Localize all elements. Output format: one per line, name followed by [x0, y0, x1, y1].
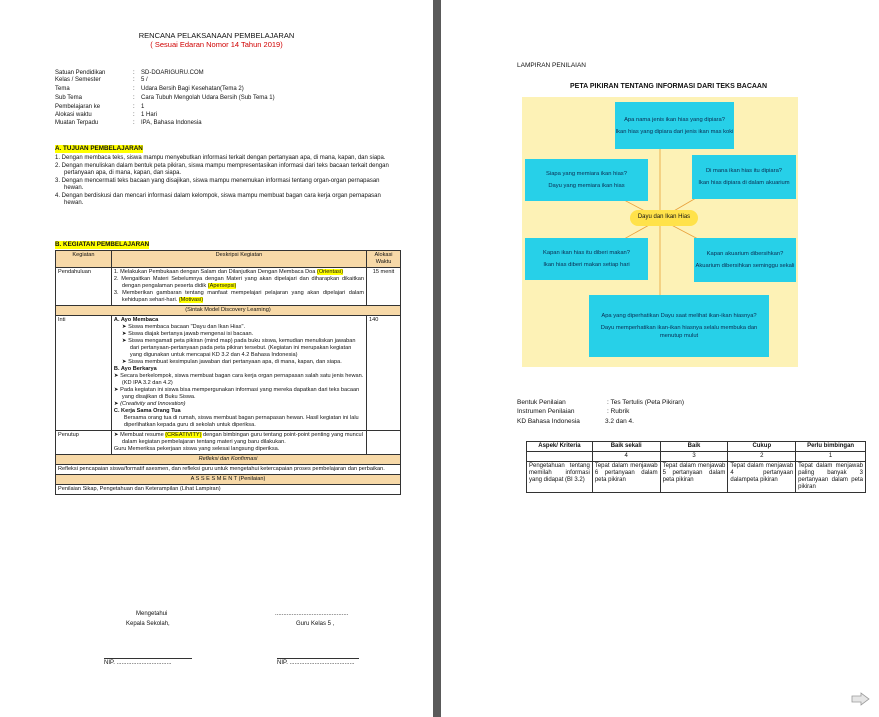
identity-row: Muatan Terpadu : IPA, Bahasa Indonesia: [55, 120, 202, 126]
penutup-description: ➤ Membuat resume (CREATIVITY) dengan bimbingan guru tentang point-point penting yang muncul dalam kegiatan pembelajaran tentang materi yang baru dilakukan. Guru Memeriksa pekerjaan siswa yang selesai langsung diperiksa.: [111, 431, 366, 455]
table-row: [56, 455, 401, 465]
list-item: 1. Dengan membaca teks, siswa mampu menyebutkan informasi terkait dengan pertanyaan apa, di mana, kapan, dan siapa.: [55, 155, 386, 161]
sign-dots: ............................................: [275, 611, 349, 617]
page-separator: [433, 0, 441, 717]
rubric-table: [526, 441, 866, 493]
info-row: KD Bahasa Indonesia 3.2 dan 4.: [517, 418, 634, 425]
criteria-cell: Tepat dalam menjawab 6 pertanyaan dalam peta pikiran: [592, 462, 660, 493]
table-row: [56, 475, 401, 485]
pendahuluan-description: 1. Melakukan Pembukaan dengan Salam dan Dilanjutkan Dengan Membaca Doa (Orientasi) 2. Mengaitkan Materi Sebelumnya dengan Materi yang akan dipelajari dan diharapkan dikaitkan dengan pengalaman peserta didik (Apersepsi) 3. Memberikan gambaran tentang manfaat mempelajari pelajaran yang akan dipelajari dalam kehidupan sehari-hari. (Motivasi): [111, 268, 366, 306]
info-row: Bentuk Penilaian : Tes Tertulis (Peta Pikiran): [517, 399, 685, 406]
criteria-cell: Tepat dalam menjawab 4 pertanyaan dalampeta pikiran: [728, 462, 796, 493]
list-item: 4. Dengan berdiskusi dan mencari informasi dalam kelompok, siswa mampu membuat bagan cara kerja organ pernapasan hewan.: [55, 192, 381, 206]
column-header: Cukup: [728, 442, 796, 452]
table-row: [527, 452, 866, 462]
table-row: [56, 465, 401, 475]
asesmen-text: Penilaian Sikap, Pengetahuan dan Keterampilan (Lihat Lampiran): [56, 485, 401, 495]
inti-description: A. Ayo Membaca ➤ Siswa membaca bacaan "Dayu dan Ikan Hias". ➤ Siswa diajak bertanya jawab mengenai isi bacaan. ➤ Siswa mengamati peta pikiran (mind map) pada buku siswa, kemudian menuliskan jawaban dari pertanyaan-pertanyaan pada peta pikiran tersebut. (Kegiatan ini merupakan kegiatan yang digunakan untuk mencapai KD 3.2 dan 4.2 Bahasa Indonesia) ➤ Siswa membuat kesimpulan jawaban dari pertanyaan apa, di mana, kapan, dan siapa. B. Ayo Berkarya ➤ Secara berkelompok, siswa membuat bagan cara kerja organ pernapasan salah satu jenis hewan. (KD IPA 3.2 dan 4.2) ➤ Pada kegiatan ini siswa bisa mempergunakan informasi yang mereka dapatkan dari teks bacaan yang disajikan di Buku Siswa. ➤ (Creativity and Innovation) C. Kerja Sama Orang Tua Bersama orang tua di rumah, siswa membuat bagan pernapasan hewan. Hasil kegiatan ini lalu diperlihatkan kepada guru di sekolah untuk diperiksa.: [111, 316, 366, 431]
identity-row: Alokasi waktu : 1 Hari: [55, 112, 158, 118]
section-a-heading: A. TUJUAN PEMBELAJARAN: [55, 145, 143, 152]
identity-row: Tema : Udara Bersih Bagi Kesehatan(Tema 2): [55, 86, 244, 92]
next-page-arrow-icon[interactable]: [851, 692, 871, 706]
time-cell: [367, 431, 401, 455]
mind-map-node: Apa yang diperhatikan Dayu saat melihat ikan-ikan hiasnya? Dayu memperhatikan ikan-ikan hiasnya selalu membuka dan menutup mulut: [589, 295, 769, 357]
sign-guru-kelas: Guru Kelas 5 ,: [296, 621, 335, 627]
score-cell: 4: [592, 452, 660, 462]
list-item: 3. Dengan mencermati teks bacaan yang disajikan, siswa mampu menemukan informasi tentang organ-organ pernapasan hewan.: [55, 177, 380, 191]
table-row: [56, 306, 401, 316]
table-header-row: [527, 442, 866, 452]
identity-row: Sub Tema : Cara Tubuh Mengolah Udara Bersih (Sub Tema 1): [55, 95, 275, 101]
column-header: Baik: [660, 442, 728, 452]
mind-map-node: Kapan akuarium dibersihkan? Akuarium dibersihkan seminggu sekali: [694, 238, 796, 282]
info-row: Instrumen Penilaian : Rubrik: [517, 408, 630, 415]
table-row: [56, 316, 401, 431]
section-b-heading: B. KEGIATAN PEMBELAJARAN: [55, 241, 150, 248]
identity-row: Satuan Pendidikan : SD-DOARIGURU.COM: [55, 70, 204, 76]
criteria-cell: Tepat dalam menjawab 5 pertanyaan dalam peta pikiran: [660, 462, 728, 493]
table-row: [56, 485, 401, 495]
score-cell: 3: [660, 452, 728, 462]
nip-kepala: NIP. .................................: [104, 660, 172, 666]
table-row: [56, 431, 401, 455]
identity-row: Kelas / Semester : 5 /: [55, 77, 148, 83]
aspect-cell: Pengetahuan tentang memilah informasi yang didapat (BI 3.2): [527, 462, 593, 493]
table-row: [56, 268, 401, 306]
page-title: RENCANA PELAKSANAAN PEMBELAJARAN: [138, 31, 295, 40]
mind-map-node: Kapan ikan hias itu diberi makan? Ikan hias diberi makan setiap hari: [525, 238, 648, 280]
column-header: Deskripsi Kegiatan: [111, 251, 366, 268]
column-header: Alokasi Waktu: [367, 251, 401, 268]
peta-pikiran-title: PETA PIKIRAN TENTANG INFORMASI DARI TEKS BACAAN: [570, 83, 768, 90]
column-header: Aspek/ Kriteria: [527, 442, 593, 452]
criteria-cell: Tepat dalam menjawab paling banyak 3 pertanyaan dalam peta pikiran: [796, 462, 866, 493]
lampiran-heading: LAMPIRAN PENILAIAN: [517, 62, 586, 69]
asesmen-bar: A S S E S M E N T (Penilaian): [56, 475, 401, 485]
kegiatan-label: Inti: [56, 316, 112, 431]
table-header-row: [56, 251, 401, 268]
mind-map-center: Dayu dan Ikan Hias: [630, 210, 698, 226]
time-cell: 140: [367, 316, 401, 431]
mind-map-diagram: [522, 97, 798, 367]
sign-mengetahui: Mengetahui: [136, 611, 168, 617]
kegiatan-table: [55, 250, 401, 495]
mind-map-node: Di mana ikan hias itu dipiara? Ikan hias dipiara di dalam akuarium: [692, 155, 796, 199]
nip-guru: NIP. .......................................: [277, 660, 355, 666]
score-cell: 2: [728, 452, 796, 462]
document-page-left: [0, 0, 433, 717]
column-header: Kegiatan: [56, 251, 112, 268]
refleksi-text: Refleksi pencapaian siswa/formatif asesmen, dan refleksi guru untuk mengetahui ketercapaian proses pembelajaran dan perbaikan.: [56, 465, 401, 475]
refleksi-bar: Refleksi dan Konfirmasi: [56, 455, 401, 465]
identity-row: Pembelajaran ke : 1: [55, 104, 145, 110]
page-subtitle: ( Sesuai Edaran Nomor 14 Tahun 2019): [150, 40, 283, 49]
kegiatan-label: Pendahuluan: [56, 268, 112, 306]
sintak-bar: (Sintak Model Discovery Learning): [56, 306, 401, 316]
score-cell: 1: [796, 452, 866, 462]
time-cell: 15 menit: [367, 268, 401, 306]
list-item: 2. Dengan menuliskan dalam bentuk peta pikiran, siswa mampu mempresentasikan informasi dari teks bacaan terkait dengan pertanyaan apa, di mana, kapan, dan siapa.: [55, 162, 389, 176]
kegiatan-label: Penutup: [56, 431, 112, 455]
mind-map-node: Siapa yang memiara ikan hias? Dayu yang memiara ikan hias: [525, 159, 648, 201]
column-header: Baik sekali: [592, 442, 660, 452]
sign-kepala-sekolah: Kepala Sekolah,: [126, 621, 170, 627]
score-cell: [527, 452, 593, 462]
tujuan-list: [55, 155, 395, 208]
table-row: [527, 462, 866, 493]
column-header: Perlu bimbingan: [796, 442, 866, 452]
mind-map-node: Apa nama jenis ikan hias yang dipiara? Ikan hias yang dipiara dari jenis ikan mas koki: [615, 102, 734, 149]
